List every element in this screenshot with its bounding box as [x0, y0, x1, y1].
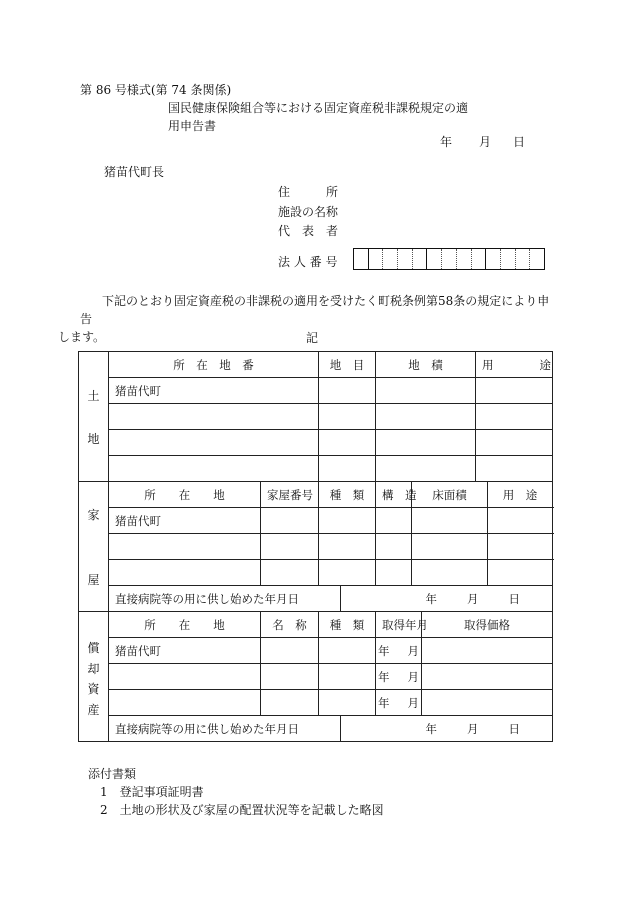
dep-name-cell[interactable]: [261, 638, 319, 664]
corp-digit[interactable]: [501, 249, 516, 269]
house-header-number: 家屋番号: [261, 482, 319, 508]
house-kind-cell[interactable]: [319, 534, 376, 560]
dep-start-year: 年: [425, 721, 438, 736]
land-category-cell[interactable]: [319, 378, 376, 404]
depreciable-char: 資: [87, 682, 100, 697]
house-header-floor-area: 床面積: [412, 482, 488, 508]
depreciable-char: 償: [87, 641, 100, 655]
land-location-cell[interactable]: 猪苗代町: [109, 378, 319, 404]
house-number-cell[interactable]: [261, 534, 319, 560]
addressee: 猪苗代町長: [104, 165, 165, 179]
corporate-number-boxes[interactable]: [353, 248, 545, 270]
land-location-cell[interactable]: [109, 404, 319, 430]
depreciable-char: 産: [87, 702, 100, 717]
land-area-cell[interactable]: [376, 430, 476, 456]
house-location-cell[interactable]: [109, 560, 261, 586]
declaration-line1: 下記のとおり固定資産税の非課税の適用を受けたく町税条例第58条の規定により申告: [80, 294, 550, 326]
land-header-use: 用 途: [476, 352, 553, 378]
dep-acq-price-cell[interactable]: [422, 638, 553, 664]
corp-digit[interactable]: [427, 249, 442, 269]
dep-header-acq-ym: 取得年月: [376, 612, 422, 638]
dep-name-cell[interactable]: [261, 690, 319, 716]
attachments-title: 添付書類: [88, 767, 137, 781]
house-use-cell[interactable]: [488, 508, 553, 534]
land-use-cell[interactable]: [476, 404, 553, 430]
representative-label: 代 表 者: [278, 224, 339, 238]
corp-digit[interactable]: [398, 249, 413, 269]
dep-header-kind: 種 類: [319, 612, 376, 638]
house-location-cell[interactable]: [109, 534, 261, 560]
form-title: [168, 99, 468, 135]
date-year: 年: [440, 135, 453, 149]
ym-month: 月: [407, 643, 420, 658]
land-header-area: 地 積: [376, 352, 476, 378]
dep-header-name: 名 称: [261, 612, 319, 638]
land-category-cell[interactable]: [319, 404, 376, 430]
corp-digit[interactable]: [383, 249, 398, 269]
corp-digit[interactable]: [442, 249, 457, 269]
house-structure-cell[interactable]: [376, 508, 412, 534]
dep-header-acq-price: 取得価格: [422, 612, 553, 638]
dep-acq-ym-cell[interactable]: [376, 664, 422, 690]
ym-year: 年: [378, 669, 390, 684]
dep-kind-cell[interactable]: [319, 638, 376, 664]
house-use-cell[interactable]: [488, 560, 553, 586]
depreciable-section-label: [79, 612, 109, 742]
land-section-label: [79, 352, 109, 482]
dep-acq-price-cell[interactable]: [422, 690, 553, 716]
declaration-text: [58, 292, 560, 346]
address-label: 住 所: [278, 185, 339, 199]
land-char: 土: [87, 388, 100, 403]
dep-acq-price-cell[interactable]: [422, 664, 553, 690]
house-number-cell[interactable]: [261, 560, 319, 586]
declaration-line2: します。: [58, 330, 106, 344]
form-title-line2: 用申告書: [168, 119, 217, 133]
house-location-cell[interactable]: 猪苗代町: [109, 508, 261, 534]
dep-header-location: 所 在 地: [109, 612, 261, 638]
corp-digit[interactable]: [472, 249, 487, 269]
land-area-cell[interactable]: [376, 378, 476, 404]
attachment-item: 1 登記事項証明書: [100, 785, 204, 799]
asset-table: [78, 351, 553, 742]
house-start-year: 年: [425, 591, 438, 606]
facility-name-label: 施設の名称: [278, 205, 339, 219]
corp-digit[interactable]: [530, 249, 544, 269]
house-header-kind: 種 類: [319, 482, 376, 508]
dep-kind-cell[interactable]: [319, 664, 376, 690]
corp-digit[interactable]: [354, 249, 369, 269]
land-location-cell[interactable]: [109, 430, 319, 456]
attachment-item: 2 土地の形状及び家屋の配置状況等を記載した略図: [100, 803, 384, 817]
land-use-cell[interactable]: [476, 378, 553, 404]
house-section-label: [79, 482, 109, 612]
dep-start-date-label: 直接病院等の用に供し始めた年月日: [109, 716, 341, 742]
form-title-line1: 国民健康保険組合等における固定資産税非課税規定の適: [168, 101, 469, 115]
form-number: 第 86 号様式(第 74 条関係): [80, 83, 232, 97]
ym-month: 月: [407, 669, 420, 684]
corp-digit[interactable]: [369, 249, 384, 269]
land-category-cell[interactable]: [319, 430, 376, 456]
dep-start-day: 日: [508, 721, 521, 736]
land-header-category: 地 目: [319, 352, 376, 378]
house-start-date-field[interactable]: [341, 586, 553, 612]
ki-marker: 記: [306, 331, 319, 345]
house-floor-area-cell[interactable]: [412, 560, 488, 586]
land-area-cell[interactable]: [376, 456, 476, 482]
date-day: 日: [513, 135, 526, 149]
house-char: 屋: [87, 572, 100, 587]
house-floor-area-cell[interactable]: [412, 534, 488, 560]
dep-acq-ym-cell[interactable]: [376, 638, 422, 664]
ym-year: 年: [378, 643, 390, 658]
land-header-location: 所 在 地 番: [109, 352, 319, 378]
land-use-cell[interactable]: [476, 430, 553, 456]
corp-digit[interactable]: [413, 249, 428, 269]
depreciable-char: 却: [87, 661, 100, 676]
corp-digit[interactable]: [486, 249, 501, 269]
house-char: 家: [87, 507, 100, 522]
house-kind-cell[interactable]: [319, 560, 376, 586]
ym-year: 年: [378, 695, 390, 710]
dep-location-cell[interactable]: [109, 690, 261, 716]
dep-acq-ym-cell[interactable]: [376, 690, 422, 716]
dep-kind-cell[interactable]: [319, 690, 376, 716]
house-number-cell[interactable]: [261, 508, 319, 534]
house-structure-cell[interactable]: [376, 560, 412, 586]
house-start-month: 月: [467, 591, 479, 606]
land-category-cell[interactable]: [319, 456, 376, 482]
land-location-cell[interactable]: [109, 456, 319, 482]
house-use-cell[interactable]: [488, 534, 553, 560]
dep-name-cell[interactable]: [261, 664, 319, 690]
land-char: 地: [87, 431, 100, 446]
date-month: 月: [479, 135, 492, 149]
corp-digit[interactable]: [516, 249, 531, 269]
dep-start-date-field[interactable]: [341, 716, 553, 742]
house-start-day: 日: [508, 591, 521, 606]
corp-digit[interactable]: [457, 249, 472, 269]
dep-location-cell[interactable]: 猪苗代町: [109, 638, 261, 664]
land-area-cell[interactable]: [376, 404, 476, 430]
house-start-date-label: 直接病院等の用に供し始めた年月日: [109, 586, 341, 612]
house-header-location: 所 在 地: [109, 482, 261, 508]
dep-start-month: 月: [467, 721, 479, 736]
ym-month: 月: [407, 695, 420, 710]
house-structure-cell[interactable]: [376, 534, 412, 560]
house-header-structure: 構 造: [376, 482, 412, 508]
house-kind-cell[interactable]: [319, 508, 376, 534]
land-use-cell[interactable]: [476, 456, 553, 482]
corporate-number-label: 法 人 番 号: [278, 255, 338, 269]
dep-location-cell[interactable]: [109, 664, 261, 690]
house-header-use: 用 途: [488, 482, 553, 508]
house-floor-area-cell[interactable]: [412, 508, 488, 534]
